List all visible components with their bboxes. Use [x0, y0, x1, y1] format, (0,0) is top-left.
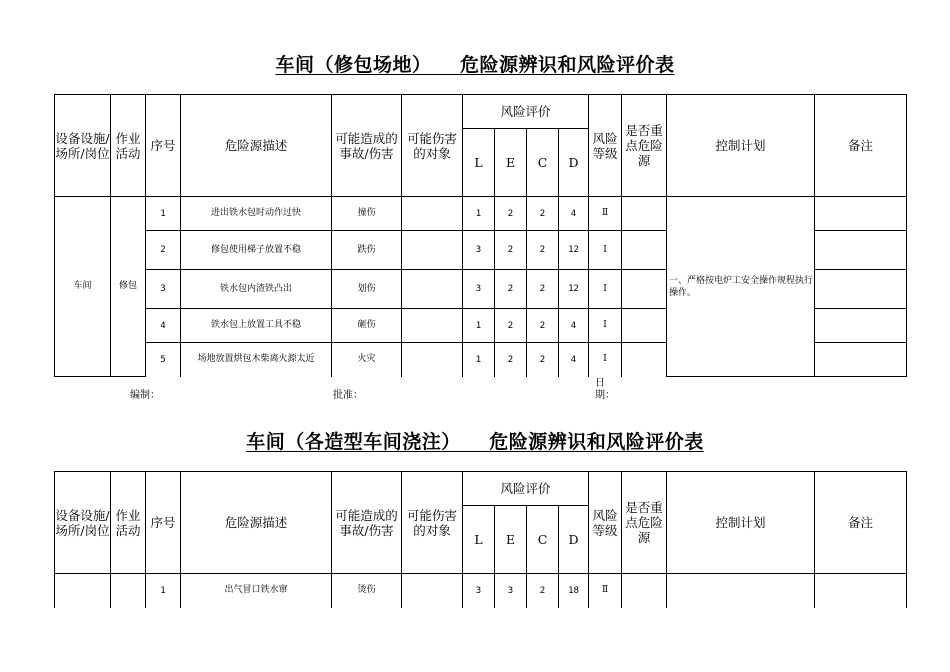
table-row: [55, 574, 907, 608]
target-cell: [402, 574, 463, 608]
target-cell: [402, 270, 463, 309]
risk-table-2: [54, 471, 907, 608]
seq-cell: 4: [146, 309, 181, 343]
header-level: 风险等级: [589, 95, 622, 197]
header-E: E: [495, 129, 527, 197]
risk-table-1: [54, 94, 907, 377]
accident-cell: 撞伤: [332, 197, 402, 231]
C-cell: 2: [527, 197, 559, 231]
hazard-cell: 铁水包内渣铁凸出: [181, 270, 332, 309]
header-remark: 备注: [815, 472, 907, 574]
equipment-cell: [55, 574, 111, 608]
major-cell: [622, 197, 667, 231]
seq-cell: 2: [146, 231, 181, 270]
accident-cell: 火灾: [332, 343, 402, 377]
header-accident: 可能造成的事故/伤害: [332, 95, 402, 197]
level-cell: Ⅰ: [589, 270, 622, 309]
major-cell: [622, 343, 667, 377]
footer-compile-label: 编制：: [130, 390, 160, 401]
header-control: 控制计划: [667, 95, 815, 197]
L-cell: 1: [463, 197, 495, 231]
major-cell: [622, 270, 667, 309]
header-row: [55, 472, 907, 506]
header-risk-eval: 风险评价: [463, 472, 589, 506]
activity-cell: [111, 574, 146, 608]
remark-cell: [815, 197, 907, 231]
L-cell: 1: [463, 309, 495, 343]
accident-cell: 跌伤: [332, 231, 402, 270]
D-cell: 4: [559, 343, 589, 377]
header-control: 控制计划: [667, 472, 815, 574]
header-major: 是否重点危险源: [622, 472, 667, 574]
D-cell: 4: [559, 197, 589, 231]
target-cell: [402, 197, 463, 231]
hazard-cell: 修包使用梯子放置不稳: [181, 231, 332, 270]
D-cell: 4: [559, 309, 589, 343]
major-cell: [622, 309, 667, 343]
header-C: C: [527, 129, 559, 197]
header-E: E: [495, 506, 527, 574]
equipment-cell: 车间: [55, 197, 111, 377]
header-D: D: [559, 506, 589, 574]
seq-cell: 3: [146, 270, 181, 309]
target-cell: [402, 343, 463, 377]
header-target: 可能伤害的对象: [402, 95, 463, 197]
header-L: L: [463, 506, 495, 574]
accident-cell: 砸伤: [332, 309, 402, 343]
table-row: [55, 197, 907, 231]
header-C: C: [527, 506, 559, 574]
accident-cell: 划伤: [332, 270, 402, 309]
hazard-cell: 铁水包上放置工具不稳: [181, 309, 332, 343]
remark-cell: [815, 343, 907, 377]
E-cell: 3: [495, 574, 527, 608]
level-cell: Ⅰ: [589, 343, 622, 377]
E-cell: 2: [495, 197, 527, 231]
remark-cell: [815, 309, 907, 343]
target-cell: [402, 309, 463, 343]
header-seq: 序号: [146, 472, 181, 574]
seq-cell: 1: [146, 197, 181, 231]
header-target: 可能伤害的对象: [402, 472, 463, 574]
accident-cell: 烫伤: [332, 574, 402, 608]
seq-cell: 1: [146, 574, 181, 608]
L-cell: 3: [463, 270, 495, 309]
header-seq: 序号: [146, 95, 181, 197]
L-cell: 1: [463, 343, 495, 377]
E-cell: 2: [495, 343, 527, 377]
D-cell: 12: [559, 270, 589, 309]
major-cell: [622, 231, 667, 270]
level-cell: Ⅱ: [589, 197, 622, 231]
L-cell: 3: [463, 231, 495, 270]
level-cell: Ⅰ: [589, 309, 622, 343]
D-cell: 12: [559, 231, 589, 270]
table1-title: 车间（修包场地） 危险源辨识和风险评价表: [275, 54, 675, 76]
footer-approve-label: 批准：: [333, 390, 363, 401]
control-plan-cell: [667, 574, 815, 608]
remark-cell: [815, 231, 907, 270]
hazard-cell: 出气冒口铁水窜: [181, 574, 332, 608]
header-major: 是否重点危险源: [622, 95, 667, 197]
target-cell: [402, 231, 463, 270]
header-activity: 作业活动: [111, 472, 146, 574]
major-cell: [622, 574, 667, 608]
remark-cell: [815, 574, 907, 608]
table2-title: 车间（各造型车间浇注） 危险源辨识和风险评价表: [246, 431, 704, 453]
hazard-cell: 进出铁水包时动作过快: [181, 197, 332, 231]
level-cell: Ⅱ: [589, 574, 622, 608]
header-remark: 备注: [815, 95, 907, 197]
header-activity: 作业活动: [111, 95, 146, 197]
header-D: D: [559, 129, 589, 197]
header-hazard: 危险源描述: [181, 472, 332, 574]
D-cell: 18: [559, 574, 589, 608]
remark-cell: [815, 270, 907, 309]
header-L: L: [463, 129, 495, 197]
header-row: [55, 95, 907, 129]
C-cell: 2: [527, 574, 559, 608]
control-plan-cell: 一、严格按电炉工安全操作规程执行操作。: [667, 197, 815, 377]
C-cell: 2: [527, 343, 559, 377]
activity-cell: 修包: [111, 197, 146, 377]
header-hazard: 危险源描述: [181, 95, 332, 197]
level-cell: Ⅰ: [589, 231, 622, 270]
hazard-cell: 场地放置烘包木柴离火源太近: [181, 343, 332, 377]
E-cell: 2: [495, 309, 527, 343]
E-cell: 2: [495, 270, 527, 309]
seq-cell: 5: [146, 343, 181, 377]
C-cell: 2: [527, 231, 559, 270]
header-level: 风险等级: [589, 472, 622, 574]
L-cell: 3: [463, 574, 495, 608]
E-cell: 2: [495, 231, 527, 270]
C-cell: 2: [527, 270, 559, 309]
footer-date-label: 日期：: [595, 378, 615, 401]
header-accident: 可能造成的事故/伤害: [332, 472, 402, 574]
C-cell: 2: [527, 309, 559, 343]
header-risk-eval: 风险评价: [463, 95, 589, 129]
header-equipment: 设备设施/场所/岗位: [55, 472, 111, 574]
header-equipment: 设备设施/场所/岗位: [55, 95, 111, 197]
